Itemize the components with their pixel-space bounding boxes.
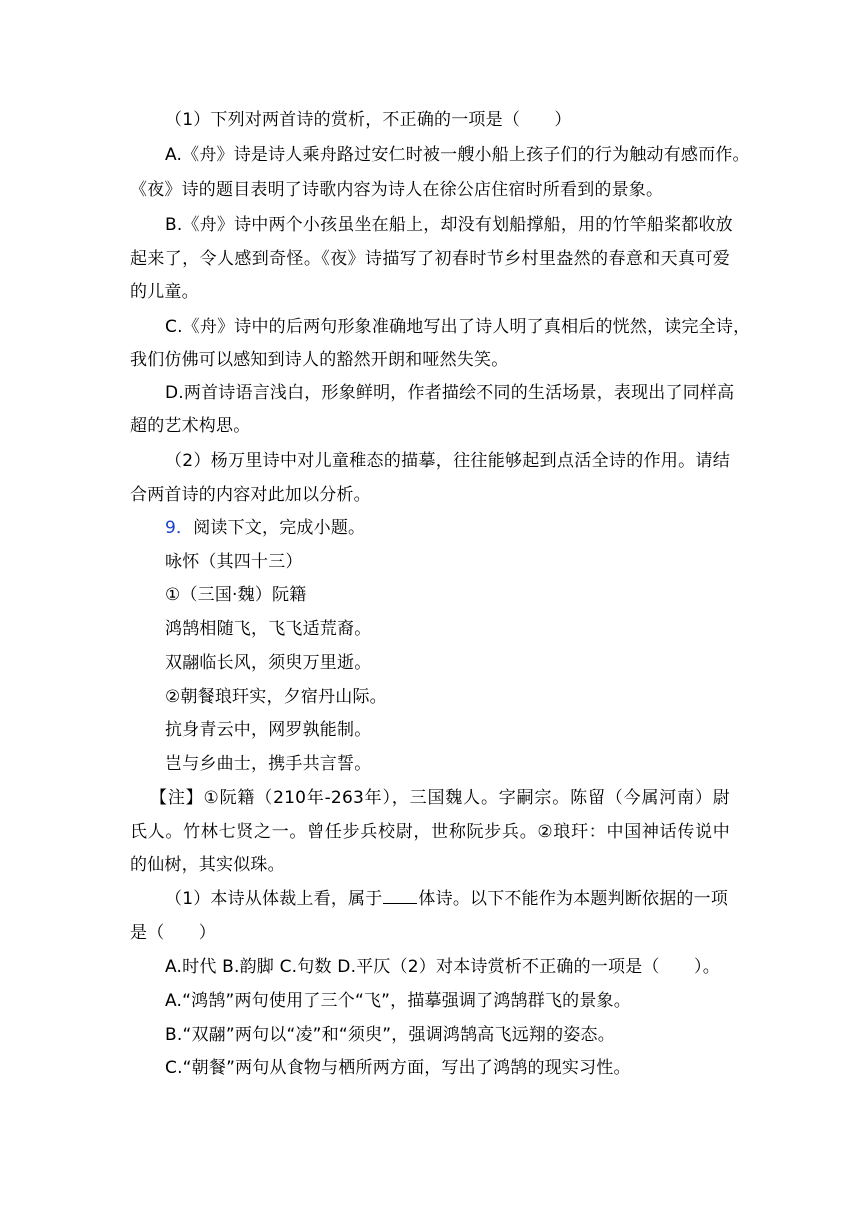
- q8-option-a-line2: 《夜》诗的题目表明了诗歌内容为诗人在徐公店住宿时所看到的景象。: [130, 180, 664, 200]
- q9-prompt: 阅读下文，完成小题。: [193, 518, 366, 538]
- q8-option-d-line1: D.两首诗语言浅白，形象鲜明，作者描绘不同的生活场景，表现出了同样高: [165, 383, 735, 403]
- q9-option-b: B.“双翮”两句以“凌”和“须臾”，强调鸿鹄高飞远翔的姿态。: [165, 1025, 615, 1045]
- q8-sub2-line2: 合两首诗的内容对此加以分析。: [130, 485, 371, 505]
- q9-option-c: C.“朝餐”两句从食物与栖所两方面，写出了鸿鹄的现实习性。: [165, 1058, 631, 1078]
- q8-option-d-line2: 超的艺术构思。: [130, 416, 251, 436]
- q9-sub1-text-b: 体诗。以下不能作为本题判断依据的一项: [418, 889, 729, 909]
- poem-title: 咏怀（其四十三）: [165, 552, 303, 572]
- question-number: 9．: [165, 518, 194, 538]
- poem-author: ①（三国·魏）阮籍: [165, 585, 307, 605]
- q9-sub1-line2: 是（ ）: [130, 923, 216, 943]
- q9-sub1-text-a: （1）本诗从体裁上看，属于: [165, 889, 383, 909]
- poem-line: ②朝餐琅玕实，夕宿丹山际。: [165, 687, 387, 707]
- note-line3: 的仙树，其实似珠。: [130, 855, 285, 875]
- answer-blank[interactable]: [383, 889, 417, 904]
- q8-option-b-line2: 起来了，令人感到奇怪。《夜》诗描写了初春时节乡村里盎然的春意和天真可爱: [130, 249, 730, 269]
- q8-option-c-line2: 我们仿佛可以感知到诗人的豁然开朗和哑然失笑。: [130, 350, 509, 370]
- q8-option-c-line1: C.《舟》诗中的后两句形象准确地写出了诗人明了真相后的恍然，读完全诗，: [165, 317, 751, 337]
- q8-option-b-line3: 的儿童。: [130, 282, 199, 302]
- q8-option-b-line1: B.《舟》诗中两个小孩虽坐在船上，却没有划船撑船，用的竹竿船桨都收放: [165, 215, 733, 235]
- q9-sub1-line1: [165, 888, 785, 910]
- poem-line: 岂与乡曲士，携手共言誓。: [165, 754, 372, 774]
- q9-heading: [165, 517, 785, 539]
- q9-option-a: A.“鸿鹄”两句使用了三个“飞”，描摹强调了鸿鹄群飞的景象。: [165, 991, 631, 1011]
- q8-option-a-line1: A.《舟》诗是诗人乘舟路过安仁时被一艘小船上孩子们的行为触动有感而作。: [165, 145, 750, 165]
- poem-line: 鸿鹄相随飞，飞飞适荒裔。: [165, 619, 372, 639]
- q9-options-line: A.时代 B.韵脚 C.句数 D.平仄（2）对本诗赏析不正确的一项是（ ）。: [165, 957, 720, 977]
- q8-sub2-line1: （2）杨万里诗中对儿童稚态的描摹，往往能够起到点活全诗的作用。请结: [165, 451, 730, 471]
- q8-sub1: （1）下列对两首诗的赏析，不正确的一项是（ ）: [165, 110, 572, 130]
- poem-line: 双翮临长风，须臾万里逝。: [165, 653, 372, 673]
- poem-line: 抗身青云中，网罗孰能制。: [165, 720, 372, 740]
- note-line2: 氏人。竹林七贤之一。曾任步兵校尉，世称阮步兵。②琅玕：中国神话传说中: [130, 822, 730, 842]
- note-line1: 【注】①阮籍（210年-263年），三国魏人。字嗣宗。陈留（今属河南）尉: [150, 788, 730, 808]
